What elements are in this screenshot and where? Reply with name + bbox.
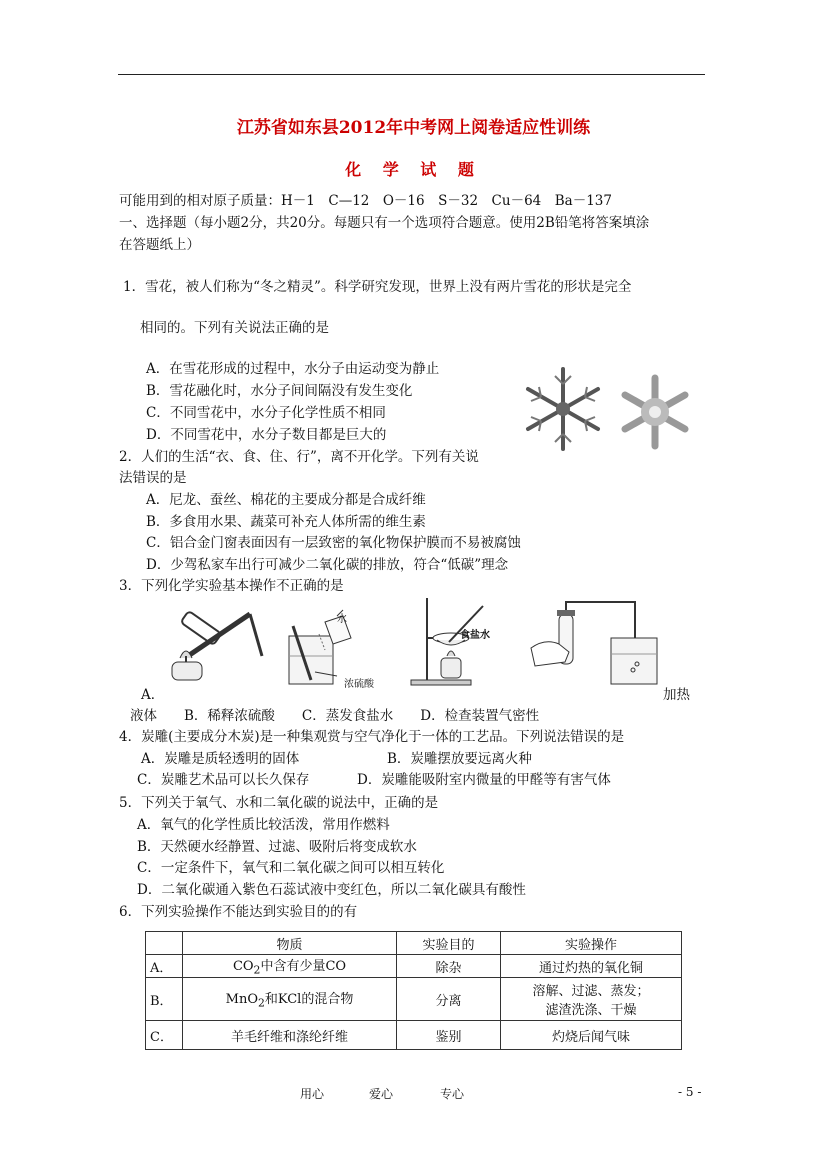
q2-option-b: B．多食用水果、蔬菜可补充人体所需的维生素 [146,514,426,530]
table-row [146,955,682,978]
snowflake-image-1 [518,364,608,454]
row-substance: MnO$_2$和KCl的混合物 [183,978,397,1021]
atomic-masses: 可能用到的相对原子质量：H－1 C—12 O－16 S－32 Cu－64 Ba－137 [119,193,612,209]
figure-label-acid: 浓硫酸 [344,679,374,690]
row-purpose: 分离 [397,978,501,1021]
footer-motto-1: 用心 [300,1087,325,1101]
q5-stem: 5．下列关于氧气、水和二氧化碳的说法中，正确的是 [119,795,439,811]
q2-option-c: C．铝合金门窗表面因有一层致密的氧化物保护膜而不易被腐蚀 [146,535,521,551]
footer-motto-3: 专心 [440,1087,465,1101]
q2-stem: 2．人们的生活“衣、食、住、行”，离不开化学。下列有关说 [119,449,479,465]
q2-option-d: D．少驾私家车出行可减少二氧化碳的排放，符合“低碳”理念 [146,557,509,573]
q4-option-c: C．炭雕艺术品可以长久保存 [137,772,310,788]
q1-option-b: B．雪花融化时，水分子间间隔没有发生变化 [146,383,413,399]
q1-option-a: A．在雪花形成的过程中，水分子由运动变为静止 [146,361,440,377]
q6-stem: 6．下列实验操作不能达到实验目的的有 [119,904,358,920]
table-header-cell [146,932,183,955]
figure-label-salt-water: 食盐水 [460,630,490,641]
row-substance: $CO_2$中含有少量CO [183,955,397,978]
figure-label-water: 水 [337,614,347,625]
q3-stem: 3．下列化学实验基本操作不正确的是 [119,578,344,594]
q5-option-c: C．一定条件下，氧气和二氧化碳之间可以相互转化 [137,860,445,876]
q2-option-a: A．尼龙、蚕丝、棉花的主要成分都是合成纤维 [146,492,426,508]
row-operation: 灼烧后闻气味 [501,1021,682,1050]
figure-heating-liquid [158,596,268,686]
row-purpose: 鉴别 [397,1021,501,1050]
table-header-cell: 实验操作 [501,932,682,955]
row-operation: 溶解、过滤、蒸发； 滤渣洗涤、干燥 [501,978,682,1021]
q5-option-d: D．二氧化碳通入紫色石蕊试液中变红色，所以二氧化碳具有酸性 [137,882,526,898]
table-header-cell: 物质 [183,932,397,955]
q4-option-d: D．炭雕能吸附室内微量的甲醛等有害气体 [357,772,611,788]
page-subtitle: 化 学 试 题 [345,160,482,179]
row-label: B． [146,978,183,1021]
row-purpose: 除杂 [397,955,501,978]
q5-option-b: B．天然硬水经静置、过滤、吸附后将变成软水 [137,839,417,855]
row-substance: 羊毛纤维和涤纶纤维 [183,1021,397,1050]
section1-instructions: 一、选择题（每小题2分，共20分。每题只有一个选项符合题意。使用2B铅笔将答案填涂 [119,215,650,231]
q3-options: 液体 B．稀释浓硫酸 C．蒸发食盐水 D．检查装置气密性 [130,708,540,724]
section1-instructions-cont: 在答题纸上） [119,237,200,253]
page-title: 江苏省如东县2012年中考网上阅卷适应性训练 [236,118,591,138]
q5-option-a: A．氧气的化学性质比较活泼，常用作燃料 [137,817,390,833]
table-header-row [146,932,682,955]
footer-motto-2: 爱心 [369,1087,394,1101]
header-rule [118,74,705,75]
q1-stem-cont: 相同的。下列有关说法正确的是 [140,320,329,336]
page-number: - 5 - [678,1085,702,1099]
table-row [146,1021,682,1050]
q1-option-c: C．不同雪花中，水分子化学性质不相同 [146,405,386,421]
q3-option-a-tail: 加热 [663,687,690,703]
row-operation: 通过灼热的氧化铜 [501,955,682,978]
q2-stem-cont: 法错误的是 [119,470,187,486]
q6-table [145,931,682,1050]
row-label: C． [146,1021,183,1050]
q1-option-d: D．不同雪花中，水分子数目都是巨大的 [146,427,387,443]
row-label: A． [146,955,183,978]
snowflake-image-2 [615,372,695,452]
q4-option-a: A．炭雕是质轻透明的固体 [141,751,300,767]
q3-option-a: A． [141,687,165,703]
table-header-cell: 实验目的 [397,932,501,955]
q4-option-b: B．炭雕摆放要远离火种 [387,751,532,767]
figure-evaporating [405,596,515,688]
table-row [146,978,682,1021]
figure-airtightness-check [525,598,665,690]
q4-stem: 4．炭雕(主要成分木炭)是一种集观赏与空气净化于一体的工艺品。下列说法错误的是 [119,729,625,745]
q1-stem: 1．雪花，被人们称为“冬之精灵”。科学研究发现，世界上没有两片雪花的形状是完全 [123,279,632,295]
